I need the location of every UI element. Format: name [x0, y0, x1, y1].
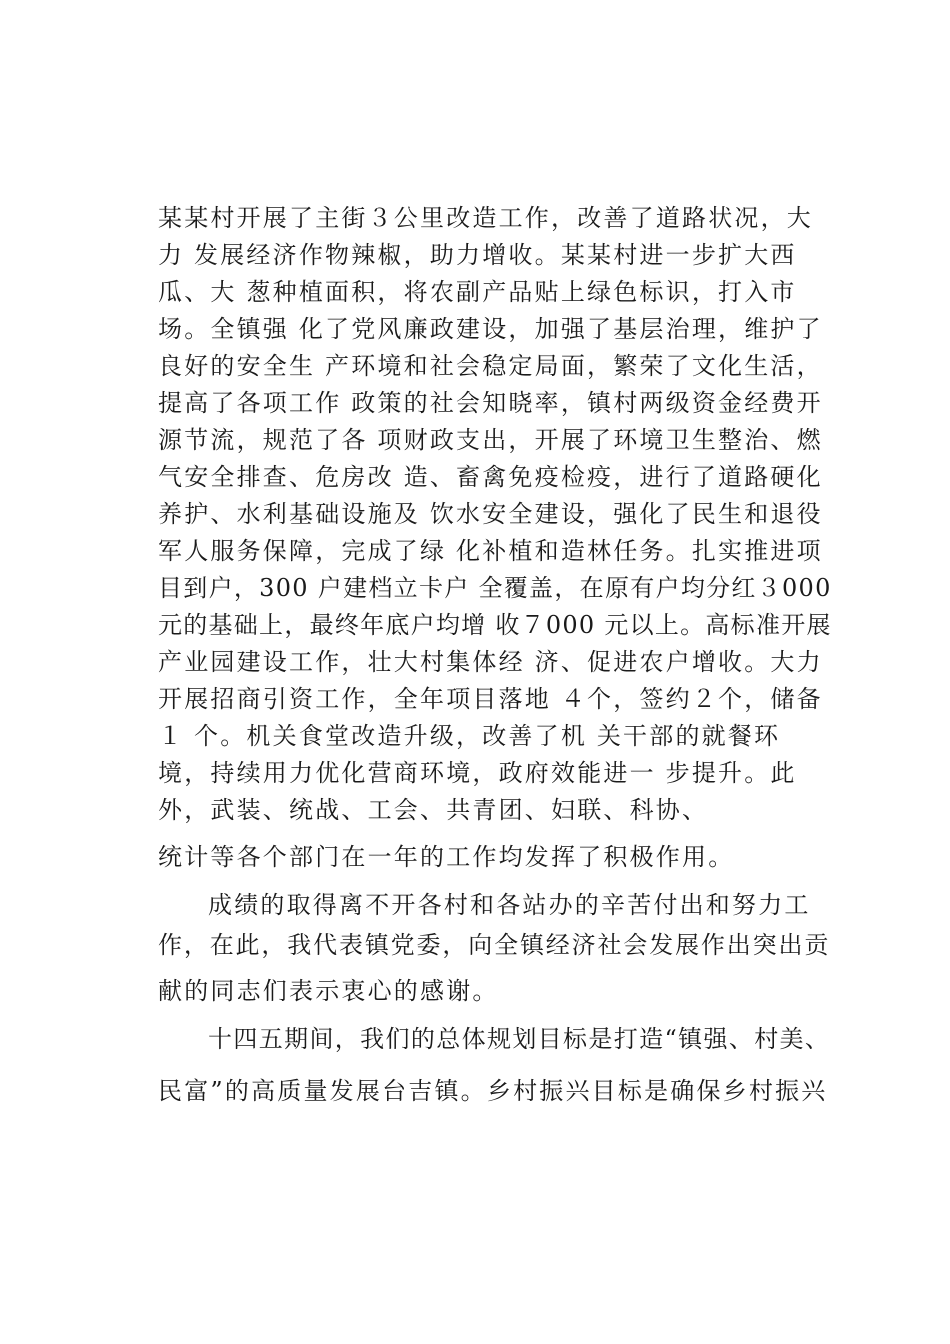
text-line: 提高了各项工作 政策的社会知晓率，镇村两级资金经费开	[158, 389, 823, 417]
text-line: 产业园建设工作，壮大村集体经 济、促进农户增收。大力	[158, 648, 823, 676]
paragraph-first-line: 十四五期间，我们的总体规划目标是打造“镇强、村美、	[208, 1025, 831, 1053]
text-line: 统计等各个部门在一年的工作均发挥了积极作用。	[158, 843, 735, 871]
text-line: １ 个。机关食堂改造升级，改善了机 关干部的就餐环	[158, 722, 781, 750]
text-line: 境，持续用力优化营商环境，政府效能进一 步提升。此	[158, 759, 797, 787]
text-line: 献的同志们表示衷心的感谢。	[158, 977, 499, 1005]
text-line: 外，武装、统战、工会、共青团、妇联、科协、	[158, 796, 709, 824]
text-line: 气安全排查、危房改 造、畜禽免疫检疫，进行了道路硬化	[158, 463, 823, 491]
text-line: 养护、水利基础设施及 饮水安全建设，强化了民生和退役	[158, 500, 823, 528]
text-line: 作，在此，我代表镇党委，向全镇经济社会发展作出突出贡	[158, 931, 831, 959]
text-line: 力 发展经济作物辣椒，助力增收。某某村进一步扩大西	[158, 241, 797, 269]
text-line: 军人服务保障，完成了绿 化补植和造林任务。扎实推进项	[158, 537, 823, 565]
text-line: 目到户，300 户建档立卡户 全覆盖，在原有户均分红３000	[158, 574, 832, 602]
text-line: 源节流，规范了各 项财政支出，开展了环境卫生整治、燃	[158, 426, 823, 454]
text-line: 某某村开展了主街３公里改造工作，改善了道路状况，大	[158, 204, 813, 232]
text-line: 良好的安全生 产环境和社会稳定局面，繁荣了文化生活，	[158, 352, 823, 380]
paragraph-first-line: 成绩的取得离不开各村和各站办的辛苦付出和努力工	[208, 891, 811, 919]
text-line: 民富”的高质量发展台吉镇。乡村振兴目标是确保乡村振兴	[158, 1077, 828, 1105]
text-line: 开展招商引资工作，全年项目落地 ４个，签约２个，储备	[158, 685, 823, 713]
text-line: 场。全镇强 化了党风廉政建设，加强了基层治理，维护了	[158, 315, 823, 343]
text-line: 瓜、大 葱种植面积，将农副产品贴上绿色标识，打入市	[158, 278, 797, 306]
text-line: 元的基础上，最终年底户均增 收７000 元以上。高标准开展	[158, 611, 832, 639]
